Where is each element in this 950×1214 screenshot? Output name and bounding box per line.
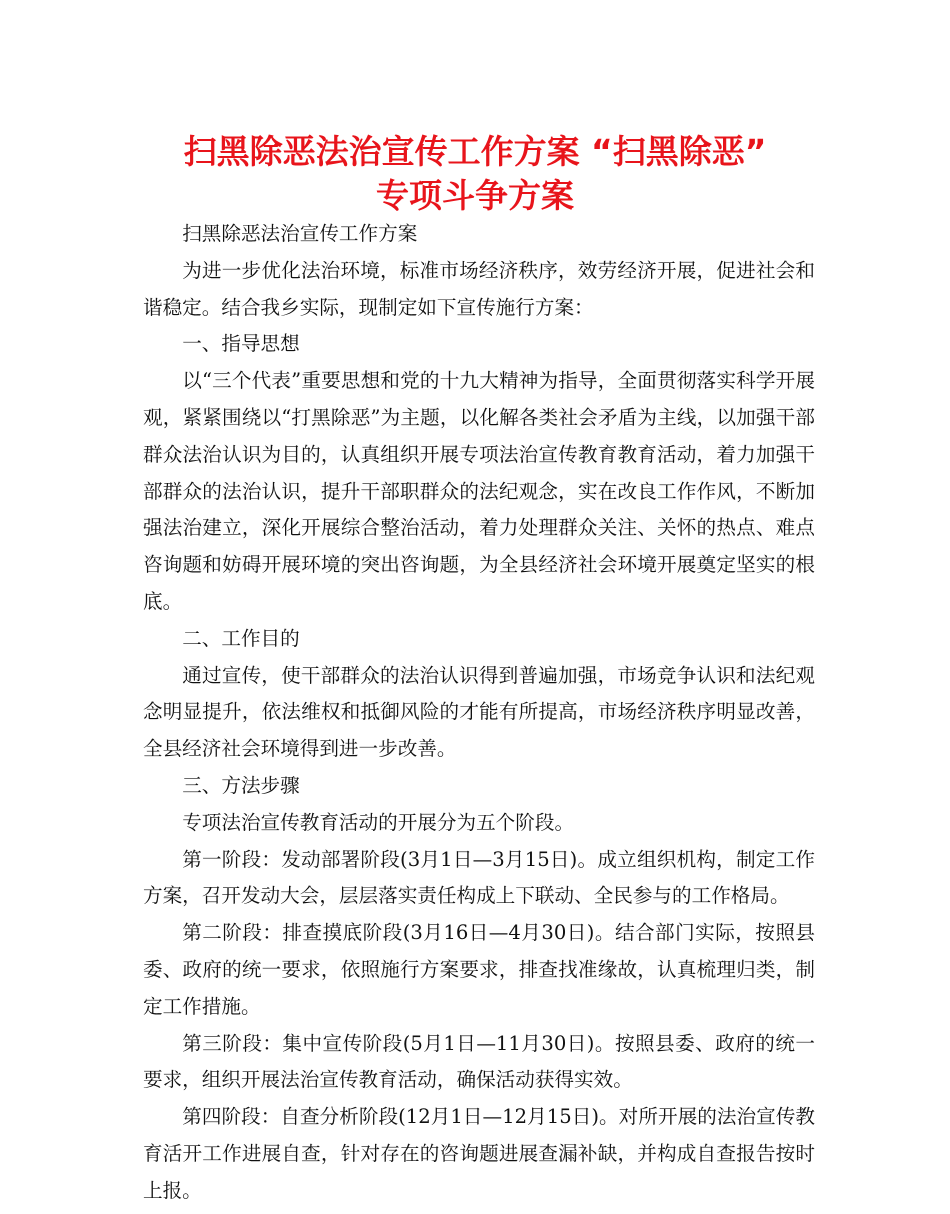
paragraph-guiding-ideology: 以“三个代表”重要思想和党的十九大精神为指导，全面贯彻落实科学开展观，紧紧围绕以“打黑除恶”为主题，以化解各类社会矛盾为主线，以加强干部群众法治认识为目的，认真组织开展专项法治宣传教育教育活动，着力加强干部群众的法治认识，提升干部职群众的法纪观念，实在改良工作作风，不断加强法治建立，深化开展综合整治活动，着力处理群众关注、关怀的热点、难点咨询题和妨碍开展环境的突出咨询题，为全县经济社会环境开展奠定坚实的根底。 [143,369,815,613]
paragraph-intro: 为进一步优化法治环境，标准市场经济秩序，效劳经济开展，促进社会和谐稳定。结合我乡实际，现制定如下宣传施行方案： [143,258,815,319]
document-title-line-1: 扫黑除恶法治宣传工作方案 “扫黑除恶” [183,132,767,171]
heading-work-goal: 二、工作目的 [182,626,300,650]
document-body [143,216,815,1210]
paragraph-work-goal: 通过宣传，使干部群众的法治认识得到普遍加强，市场竞争认识和法纪观念明显提升，依法维权和抵御风险的才能有所提高，市场经济秩序明显改善，全县经济社会环境得到进一步改善。 [143,663,815,761]
paragraph-stage-4: 第四阶段：自查分析阶段(12月1日—12月15日)。对所开展的法治宣传教育活开工作进展自查，针对存在的咨询题进展查漏补缺，并构成自查报告按时上报。 [143,1105,815,1202]
document-title-line-2: 专项斗争方案 [376,176,574,215]
heading-methods-steps: 三、方法步骤 [182,773,300,797]
paragraph-stage-1: 第一阶段：发动部署阶段(3月1日—3月15日)。成立组织机构，制定工作方案，召开发动大会，层层落实责任构成上下联动、全民参与的工作格局。 [143,847,815,908]
paragraph-plan-name: 扫黑除恶法治宣传工作方案 [182,222,418,245]
paragraph-stage-3: 第三阶段：集中宣传阶段(5月1日—11月30日)。按照县委、政府的统一要求，组织开展法治宣传教育活动，确保活动获得实效。 [143,1031,815,1092]
paragraph-stage-2: 第二阶段：排查摸底阶段(3月16日—4月30日)。结合部门实际，按照县委、政府的统一要求，依照施行方案要求，排查找准缘故，认真梳理归类，制定工作措施。 [143,921,815,1018]
heading-guiding-ideology: 一、指导思想 [182,332,300,356]
paragraph-stages-intro: 专项法治宣传教育活动的开展分为五个阶段。 [182,810,575,834]
